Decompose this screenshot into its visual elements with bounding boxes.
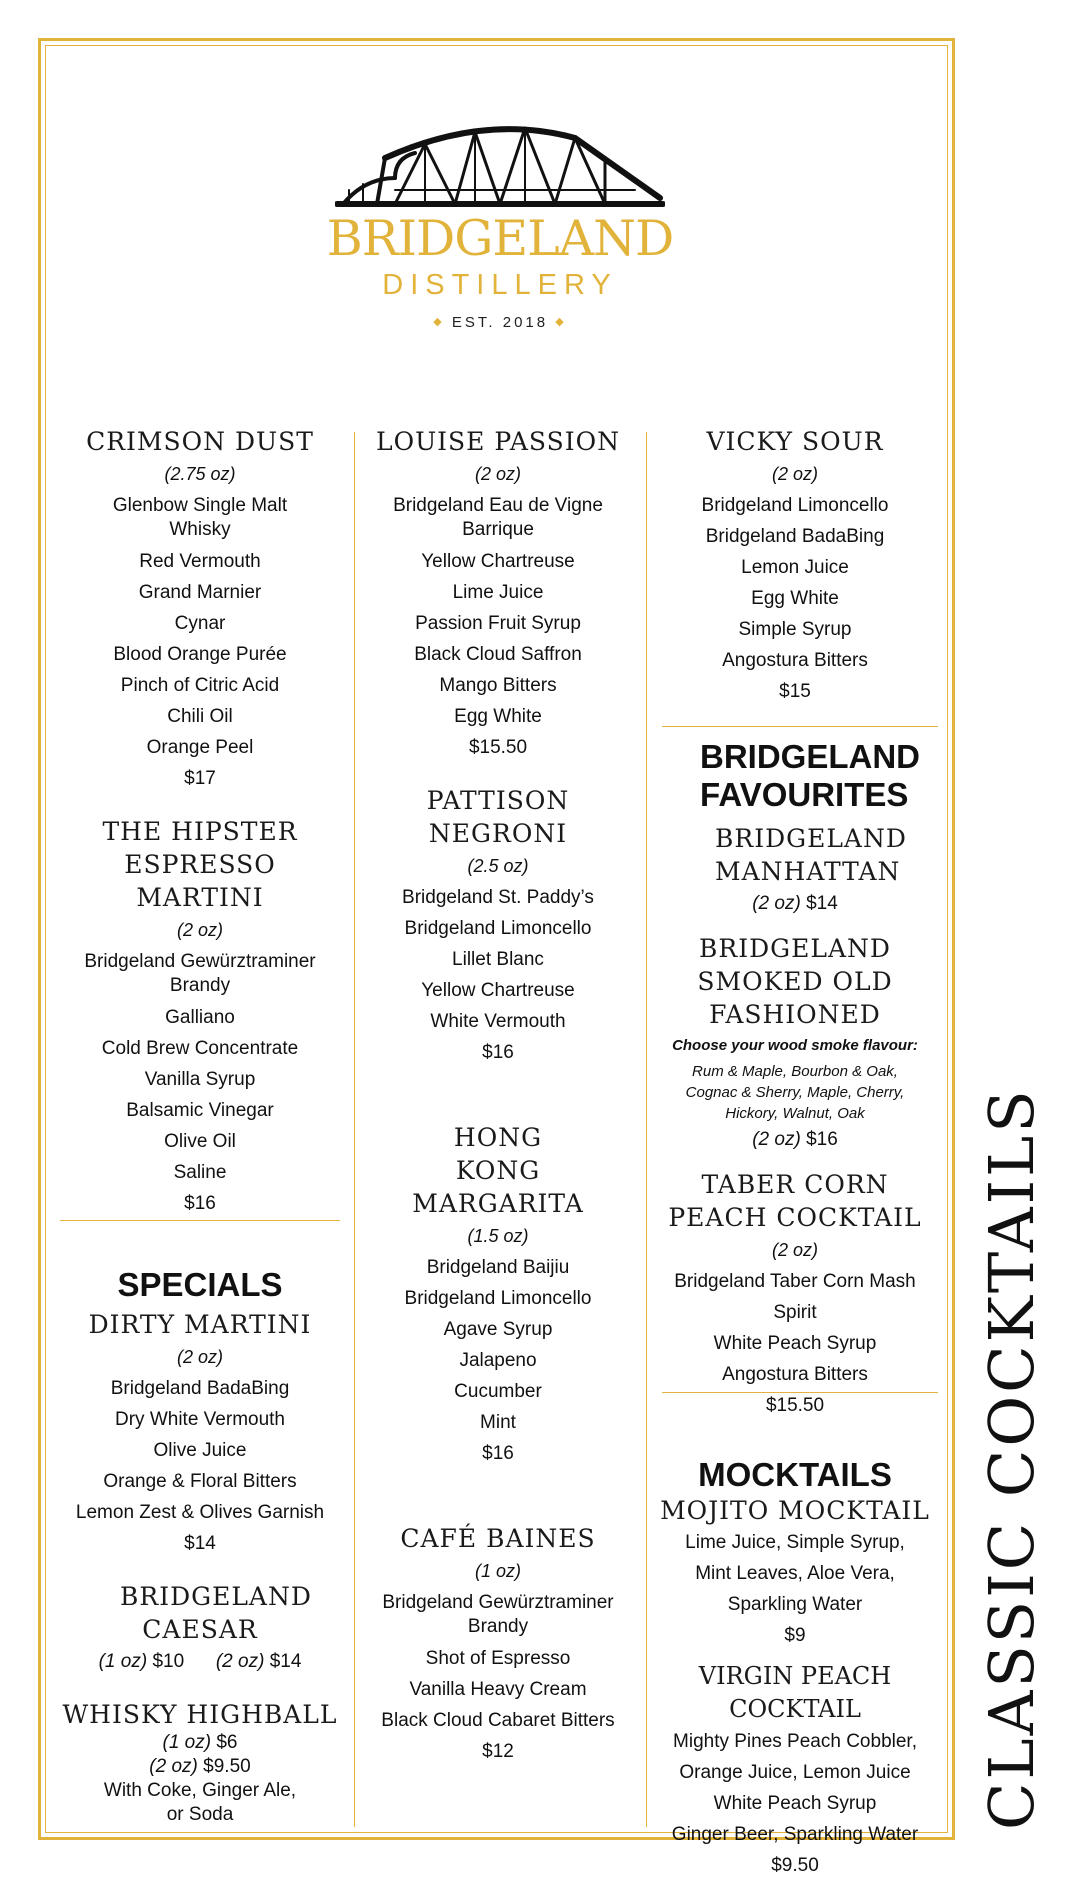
- drink-price: $14: [184, 1533, 216, 1554]
- drink-price: $17: [184, 768, 216, 789]
- ingredient: Lime Juice: [452, 582, 544, 603]
- ingredient: Cynar: [174, 613, 226, 634]
- section-title-favourites: BRIDGELAND FAVOURITES: [700, 738, 920, 813]
- ingredient: Orange Peel: [146, 737, 254, 758]
- column-divider: [646, 432, 647, 1827]
- drink-size: (2 oz): [176, 1347, 223, 1367]
- ingredient: Ginger Beer, Sparkling Water: [671, 1824, 919, 1845]
- ingredient: Bridgeland Gewürztraminer Brandy: [84, 951, 316, 996]
- drink-size: (2 oz): [752, 1129, 801, 1150]
- drink-size-prices: [60, 1646, 340, 1678]
- ingredient: Shot of Espresso: [425, 1648, 571, 1669]
- drink-virgin-peach: [655, 1660, 935, 1882]
- drink-size-price: [655, 888, 935, 920]
- ingredient: Orange & Floral Bitters: [103, 1471, 297, 1492]
- drink-price: $12: [482, 1741, 514, 1762]
- ingredient: Lime Juice, Simple Syrup,: [685, 1532, 905, 1553]
- menu-column-1: [60, 425, 340, 1847]
- ingredient: Galliano: [165, 1007, 235, 1028]
- section-title-mocktails: MOCKTAILS: [698, 1456, 892, 1493]
- ingredient: Bridgeland St. Paddy’s: [402, 887, 594, 908]
- drink-name: BRIDGELAND SMOKED OLD FASHIONED: [697, 934, 893, 1029]
- ingredient: Bridgeland Baijiu: [426, 1257, 570, 1278]
- ingredient: Passion Fruit Syrup: [415, 613, 581, 634]
- ingredient: Vanilla Heavy Cream: [409, 1679, 587, 1700]
- drink-mojito-mocktail: [655, 1494, 935, 1652]
- drink-size: (2.75 oz): [164, 464, 236, 484]
- est-label: EST. 2018: [451, 314, 549, 331]
- drink-price: $14: [806, 893, 838, 914]
- bridge-icon: [335, 118, 665, 208]
- drink-price: $15.50: [765, 1395, 825, 1416]
- drink-price: $16: [184, 1193, 216, 1214]
- drink-name: THE HIPSTER ESPRESSO MARTINI: [102, 817, 298, 912]
- ingredient: Mint: [480, 1412, 516, 1433]
- drink-whisky-highball: [60, 1698, 340, 1827]
- ingredient: Grand Marnier: [138, 582, 262, 603]
- drink-size: (2 oz): [771, 464, 818, 484]
- drink-louise-passion: [358, 425, 638, 764]
- drink-name: WHISKY HIGHBALL: [62, 1700, 338, 1729]
- drink-name: MOJITO MOCKTAIL: [660, 1496, 930, 1525]
- menu-column-2: [358, 425, 638, 1788]
- ingredient: White Peach Syrup: [713, 1793, 877, 1814]
- ingredient: Sparkling Water: [727, 1594, 863, 1615]
- ingredient: Bridgeland Limoncello: [404, 1288, 592, 1309]
- ingredient: Glenbow Single Malt Whisky: [112, 495, 288, 540]
- ingredient: Balsamic Vinegar: [126, 1100, 274, 1121]
- ingredient: Vanilla Syrup: [144, 1069, 256, 1090]
- diamond-icon: ◆: [433, 316, 445, 328]
- brand-logo: [320, 118, 680, 358]
- drink-crimson-dust: [60, 425, 340, 795]
- smoke-flavour-prompt: Choose your wood smoke flavour:: [672, 1037, 918, 1054]
- drink-hong-kong-margarita: [358, 1121, 638, 1470]
- menu-column-3: [655, 425, 935, 1902]
- drink-name: PATTISON NEGRONI: [426, 786, 570, 848]
- drink-price: $15: [779, 681, 811, 702]
- drink-smoked-old-fashioned: [655, 932, 935, 1156]
- drink-vicky-sour: [655, 425, 935, 708]
- ingredient: Yellow Chartreuse: [421, 551, 575, 572]
- drink-price: $6: [216, 1732, 238, 1753]
- section-title-specials: SPECIALS: [117, 1266, 283, 1303]
- ingredient: Lillet Blanc: [452, 949, 544, 970]
- drink-size: (2 oz): [215, 1651, 265, 1672]
- drink-taber-corn-peach: [655, 1168, 935, 1422]
- mixer-options: With Coke, Ginger Ale, or Soda: [103, 1780, 297, 1825]
- ingredient: Mango Bitters: [439, 675, 557, 696]
- ingredient: Cold Brew Concentrate: [101, 1038, 299, 1059]
- ingredient: Cucumber: [454, 1381, 542, 1402]
- ingredient: Egg White: [751, 588, 839, 609]
- drink-size-price: [60, 1755, 340, 1779]
- drink-price: $9.50: [203, 1756, 251, 1777]
- smoke-flavour-options: Rum & Maple, Bourbon & Oak, Cognac & Sherry, Maple, Cherry, Hickory, Walnut, Oak: [685, 1063, 905, 1122]
- brand-subtitle: DISTILLERY: [382, 269, 618, 301]
- drink-size: (1 oz): [474, 1561, 521, 1581]
- ingredient: Bridgeland Limoncello: [701, 495, 889, 516]
- ingredient: Mint Leaves, Aloe Vera,: [695, 1563, 895, 1584]
- drink-price: $14: [269, 1651, 302, 1672]
- ingredient: Black Cloud Saffron: [414, 644, 582, 665]
- drink-size: (2 oz): [176, 920, 223, 940]
- ingredient: Bridgeland Taber Corn Mash Spirit: [674, 1271, 916, 1323]
- side-title: CLASSIC COCKTAILS: [975, 1087, 1048, 1830]
- drink-size: (2 oz): [149, 1756, 198, 1777]
- drink-price: $15.50: [468, 737, 528, 758]
- drink-name: BRIDGELAND MANHATTAN: [715, 824, 907, 886]
- drink-size: (1.5 oz): [467, 1226, 529, 1246]
- drink-name: DIRTY MARTINI: [88, 1310, 312, 1339]
- ingredient: Angostura Bitters: [722, 650, 868, 671]
- ingredient: Olive Oil: [164, 1131, 236, 1152]
- drink-bridgeland-caesar: [60, 1580, 340, 1678]
- ingredient: Chili Oil: [167, 706, 233, 727]
- drink-name: CRIMSON DUST: [86, 427, 314, 456]
- brand-name: BRIDGELAND: [326, 210, 674, 267]
- ingredient: Olive Juice: [153, 1440, 247, 1461]
- brand-established: [320, 314, 680, 331]
- ingredient: Blood Orange Purée: [113, 644, 287, 665]
- ingredient: Simple Syrup: [738, 619, 852, 640]
- column-divider: [354, 432, 355, 1827]
- ingredient: White Vermouth: [430, 1011, 566, 1032]
- drink-name: BRIDGELAND CAESAR: [120, 1582, 312, 1644]
- drink-dirty-martini: [60, 1308, 340, 1560]
- ingredient: Bridgeland BadaBing: [705, 526, 885, 547]
- drink-price: $9.50: [771, 1855, 819, 1876]
- ingredient: Red Vermouth: [139, 551, 261, 572]
- ingredient: Yellow Chartreuse: [421, 980, 575, 1001]
- drink-size: (2 oz): [771, 1240, 818, 1260]
- ingredient: Saline: [173, 1162, 227, 1183]
- drink-price: $16: [482, 1042, 514, 1063]
- drink-pattison-negroni: [358, 784, 638, 1069]
- ingredient: Black Cloud Cabaret Bitters: [381, 1710, 615, 1731]
- drink-name: VICKY SOUR: [706, 427, 884, 456]
- drink-size: (2.5 oz): [467, 856, 529, 876]
- drink-size: (1 oz): [98, 1651, 148, 1672]
- drink-name: CAFÉ BAINES: [400, 1524, 596, 1553]
- ingredient: Mighty Pines Peach Cobbler,: [673, 1731, 917, 1752]
- drink-price: $10: [152, 1651, 185, 1672]
- drink-size-price: [60, 1731, 340, 1755]
- drink-name: VIRGIN PEACH COCKTAIL: [698, 1662, 892, 1723]
- drink-size: (2 oz): [752, 893, 801, 914]
- ingredient: Egg White: [454, 706, 542, 727]
- ingredient: Lemon Zest & Olives Garnish: [75, 1502, 325, 1523]
- ingredient: Dry White Vermouth: [115, 1409, 285, 1430]
- diamond-icon: ◆: [555, 316, 567, 328]
- ingredient: Bridgeland Eau de Vigne Barrique: [393, 495, 603, 540]
- ingredient: Agave Syrup: [443, 1319, 553, 1340]
- drink-price: $16: [482, 1443, 514, 1464]
- drink-cafe-baines: [358, 1522, 638, 1768]
- drink-name: TABER CORN PEACH COCKTAIL: [668, 1170, 922, 1232]
- ingredient: Bridgeland Gewürztraminer Brandy: [382, 1592, 614, 1637]
- drink-hipster-espresso-martini: [60, 815, 340, 1220]
- ingredient: Orange Juice, Lemon Juice: [679, 1762, 911, 1783]
- drink-size: (2 oz): [474, 464, 521, 484]
- ingredient: Bridgeland Limoncello: [404, 918, 592, 939]
- ingredient: Lemon Juice: [741, 557, 849, 578]
- ingredient: Jalapeno: [459, 1350, 537, 1371]
- drink-name: LOUISE PASSION: [375, 427, 620, 456]
- drink-size-price: [655, 1124, 935, 1156]
- drink-bridgeland-manhattan: [655, 822, 935, 920]
- drink-price: $9: [784, 1625, 806, 1646]
- drink-name: HONG KONG MARGARITA: [412, 1123, 584, 1218]
- ingredient: Angostura Bitters: [722, 1364, 868, 1385]
- ingredient: Pinch of Citric Acid: [120, 675, 280, 696]
- drink-price: $16: [806, 1129, 838, 1150]
- drink-size: (1 oz): [162, 1732, 212, 1753]
- ingredient: Bridgeland BadaBing: [110, 1378, 290, 1399]
- ingredient: White Peach Syrup: [713, 1333, 877, 1354]
